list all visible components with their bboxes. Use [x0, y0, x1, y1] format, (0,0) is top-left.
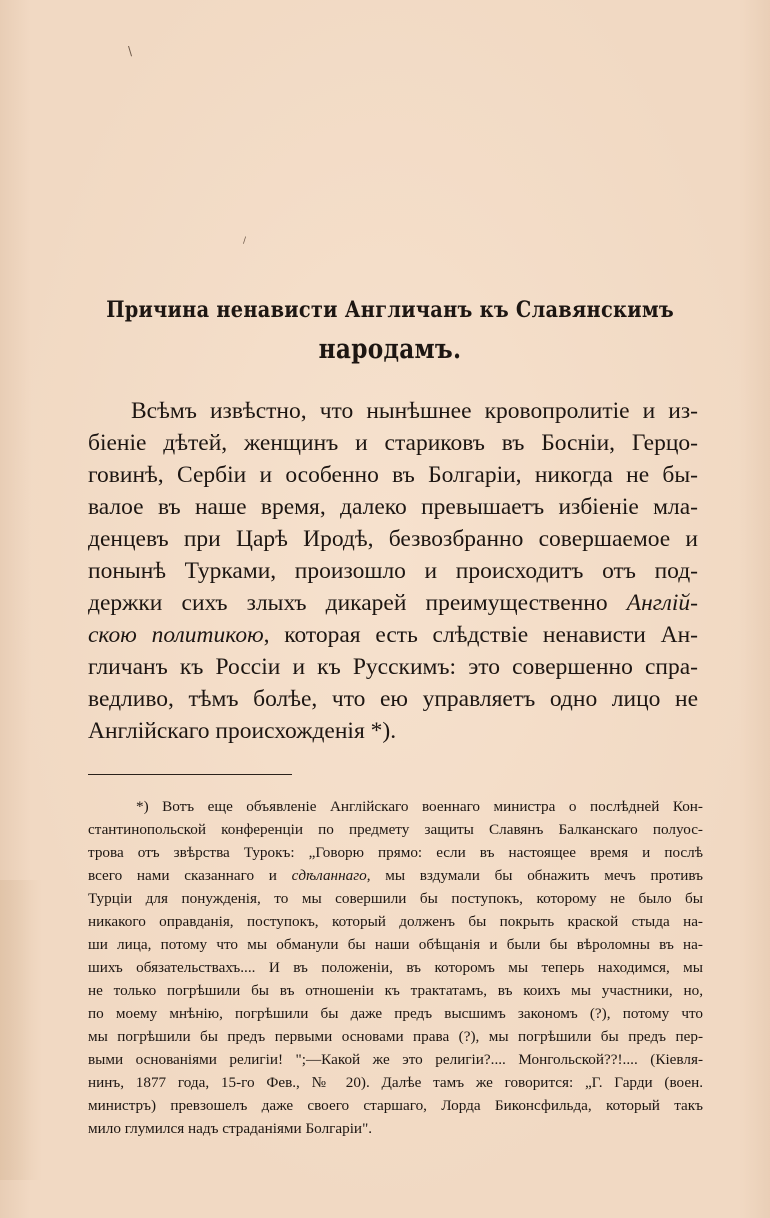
- body-line: біеніе дѣтей, женщинъ и стариковъ въ Босніи, Герцо-: [88, 430, 698, 456]
- footnote-line: трова отъ звѣрства Турокъ: „Говорю прямо: если въ настоящее время и послѣ: [88, 844, 703, 861]
- footnote-line: по моему мнѣнію, погрѣшили бы даже предъ высшимъ закономъ (?), потому что: [88, 1005, 703, 1022]
- footnote-line: нинъ, 1877 года, 15-го Фев., № 20). Далѣе тамъ же говорится: „Г. Гарди (воен.: [88, 1074, 703, 1091]
- footnote-line: Турціи для понужденія, то мы совершили бы поступокъ, которому не было бы: [88, 890, 703, 907]
- footnote-line: шихъ обязательствахъ.... И въ положеніи, въ которомъ мы теперь находимся, мы: [88, 959, 703, 976]
- footnote-line: всего нами сказаннаго и сдѣланнаго, мы вздумали бы обнажить мечъ противъ: [88, 867, 703, 884]
- body-line: держки сихъ злыхъ дикарей преимущественно Англій-: [88, 590, 698, 616]
- footnote-line: министръ) превзошелъ даже своего старшаго, Лорда Биконсфильда, который такъ: [88, 1097, 703, 1114]
- ink-speck: \: [128, 44, 133, 58]
- footnote-line: никакого оправданія, поступокъ, который долженъ бы покрыть краской стыда на-: [88, 913, 703, 930]
- footnote-line: выми основаніями религіи! ";—Какой же это религіи?.... Монгольской??!.... (Кіевля-: [88, 1051, 703, 1068]
- body-line: Всѣмъ извѣстно, что нынѣшнее кровопролитіе и из-: [131, 398, 698, 424]
- body-line: Англійскаго происхожденія *).: [88, 718, 397, 744]
- body-line: скою политикою, которая есть слѣдствіе ненависти Ан-: [88, 622, 698, 648]
- body-line: ведливо, тѣмъ болѣе, что ею управляетъ одно лицо не: [88, 686, 698, 712]
- footnote-line: не только погрѣшили бы въ отношеніи къ трактатамъ, въ коихъ мы участники, но,: [88, 982, 703, 999]
- body-line: денцевъ при Царѣ Иродѣ, безвозбранно совершаемое и: [88, 526, 698, 552]
- ink-speck: /: [243, 236, 247, 246]
- body-line: понынѣ Турками, произошло и происходитъ отъ под-: [88, 558, 698, 584]
- footnote-line: *) Вотъ еще объявленіе Англійскаго военнаго министра о послѣдней Кон-: [136, 798, 703, 815]
- footnote-line: ши лица, потому что мы обманули бы наши обѣщанія и были бы вѣроломны въ на-: [88, 936, 703, 953]
- footnote-line: мило глумился надъ страданіями Болгаріи".: [88, 1120, 373, 1137]
- body-line: гличанъ къ Россіи и къ Русскимъ: это совершенно спра-: [88, 654, 698, 680]
- footnote-line: стантинопольской конференціи по предмету защиты Славянъ Балканскаго полуос-: [88, 821, 703, 838]
- page-title-line-2: народамъ.: [318, 334, 462, 365]
- page-title-line-1: Причина ненависти Англичанъ къ Славянскимъ: [106, 297, 675, 323]
- body-line: говинѣ, Сербіи и особенно въ Болгаріи, никогда не бы-: [88, 462, 698, 488]
- footnote-line: мы погрѣшили бы предъ первыми основами права (?), мы погрѣшили бы предъ пер-: [88, 1028, 703, 1045]
- body-line: валое въ наше время, далеко превышаетъ избіеніе мла-: [88, 494, 698, 520]
- footnote-separator: [88, 774, 292, 775]
